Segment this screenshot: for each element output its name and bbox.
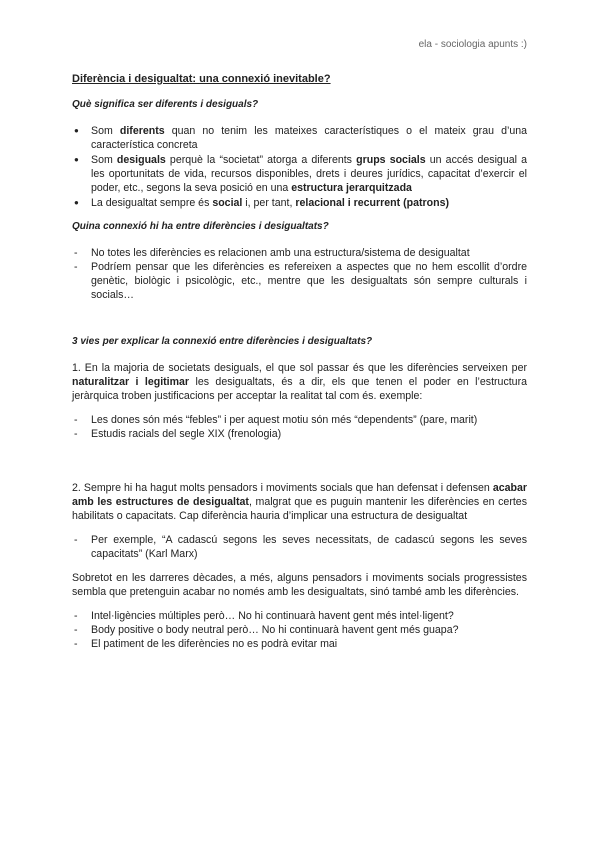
q1-bullet-list [72, 124, 527, 210]
list-item: - Per exemple, “A cadascú segons les seves necessitats, de cadascú segons les seves capacitats” (Karl Marx) [72, 533, 527, 561]
list-item: - Intel·ligències múltiples però… No hi continuarà havent gent més intel·ligent? [72, 609, 527, 623]
page-header: ela - sociologia apunts :) [418, 39, 527, 50]
list-item: ● La desigualtat sempre és social i, per tant, relacional i recurrent (patrons) [72, 196, 527, 210]
list-item: - Estudis racials del segle XIX (frenologia) [72, 427, 527, 441]
list-item: - Body positive o body neutral però… No hi continuarà havent gent més guapa? [72, 623, 527, 637]
list-item: - Les dones són més “febles” i per aquest motiu són més “dependents” (pare, marit) [72, 413, 527, 427]
paragraph-3: Sobretot en les darreres dècades, a més, alguns pensadors i moviments socials progressistes sembla que pretenguin acabar no només amb les desigualtats, sinó també amb les diferències. [72, 572, 527, 598]
document-title: Diferència i desigualtat: una connexió inevitable? [72, 73, 331, 85]
document-body [72, 72, 527, 651]
question-3: 3 vies per explicar la connexió entre diferències i desigualtats? [72, 336, 373, 347]
list-item: ● Som desiguals perquè la “societat” atorga a diferents grups socials un accés desigual a les oportunitats de vida, recursos disponibles, drets i deures jurídics, capacitat d’exercir el poder, etc., segons la seva posició en una estructura jerarquitzada [72, 153, 527, 195]
paragraph-1: 1. En la majoria de societats desiguals, el que sol passar és que les diferències serveixen per naturalitzar i legitimar les desigualtats, és a dir, els que tenen el poder en l’estructura jeràrquica troben justificacions per acceptar la realitat tal com és. exemple: [72, 362, 527, 402]
list-item: - No totes les diferències es relacionen amb una estructura/sistema de desigualtat [72, 246, 527, 260]
list-item: - Podríem pensar que les diferències es refereixen a aspectes que no hem escollit d’ordre genètic, biològic i psicològic, etc., mentre que les desigualtats són sempre culturals i socials… [72, 260, 527, 302]
paragraph-2: 2. Sempre hi ha hagut molts pensadors i moviments socials que han defensat i defensen acabar amb les estructures de desigualtat, malgrat que es puguin mantenir les diferències en certes habilitats o capacitats. Cap diferència hauria d’implicar una estructura de desigualtat [72, 482, 527, 522]
question-1: Què significa ser diferents i desiguals? [72, 99, 259, 110]
list-item: ● Som diferents quan no tenim les mateixes característiques o el mateix grau d’una característica concreta [72, 124, 527, 152]
p3-dash-list [72, 609, 527, 651]
q2-dash-list [72, 246, 527, 302]
p2-dash-list [72, 533, 527, 561]
question-2: Quina connexió hi ha entre diferències i desigualtats? [72, 221, 329, 232]
list-item: - El patiment de les diferències no es podrà evitar mai [72, 637, 527, 651]
p1-dash-list [72, 413, 527, 441]
